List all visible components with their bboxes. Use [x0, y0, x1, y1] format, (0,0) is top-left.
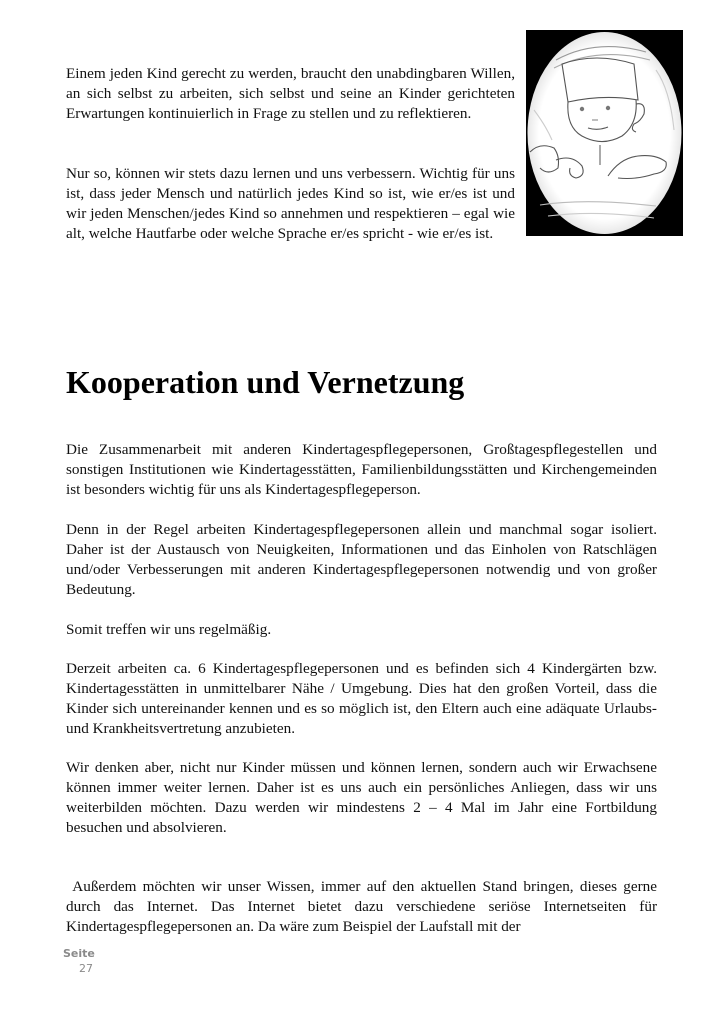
section-paragraph-6: Außerdem möchten wir unser Wissen, immer auf den aktuellen Stand bringen, dieses gerne durch das Internet. Das Internet bietet dazu verschiedene seriöse Internetseiten für Kindertagespflegepersonen an. Da wäre zum Beispiel der Laufstall mit der [66, 878, 661, 935]
section-paragraph-5: Wir denken aber, nicht nur Kinder müssen und können lernen, sondern auch wir Erwachsene können immer weiter lernen. Daher ist es uns auch ein persönliches Anliegen, dass wir uns weiterbilden möchten. Dazu werden wir mindestens 2 – 4 Mal im Jahr eine Fortbildung besuchen und absolvieren. [66, 759, 657, 836]
page-label: Seite [63, 947, 95, 960]
intro-paragraph-1: Einem jeden Kind gerecht zu werden, braucht den unabdingbaren Willen, an sich selbst zu arbeiten, sich selbst und seine an Kinder gerichteten Erwartungen kontinuierlich in Frage zu stellen und zu reflektieren. [66, 65, 515, 122]
section-paragraph-1: Die Zusammenarbeit mit anderen Kindertagespflegepersonen, Großtagespflegestellen und sonstigen Institutionen wie Kindertagesstätten, Familienbildungsstätten und Kirchengemeinden ist besonders wichtig für uns als Kindertagespflegeperson. [66, 441, 657, 498]
child-portrait-icon [526, 30, 683, 236]
section-paragraph-3: Somit treffen wir uns regelmäßig. [66, 621, 272, 638]
intro-paragraph-2: Nur so, können wir stets dazu lernen und uns verbessern. Wichtig für uns ist, dass jeder Mensch und natürlich jedes Kind so ist, wie er/es ist und wir jeden Menschen/jedes Kind so annehmen und respektieren – egal wie alt, welche Hautfarbe oder welche Sprache er/es spricht - wie er/es ist. [66, 165, 515, 242]
section-paragraph-2: Denn in der Regel arbeiten Kindertagespflegepersonen allein und manchmal sogar isoliert. Daher ist der Austausch von Neuigkeiten, Informationen und das Einholen von Ratschlägen und/oder Verbesserungen mit anderen Kindertagespflegepersonen notwendig und von großer Bedeutung. [66, 521, 657, 598]
section-paragraph-4: Derzeit arbeiten ca. 6 Kindertagespflegepersonen und es befinden sich 4 Kindergärten bzw. Kindertagesstätten in unmittelbarer Nähe / Umgebung. Dies hat den großen Vorteil, dass die Kinder sich untereinander kennen und es so möglich ist, den Eltern auch eine adäquate Urlaubs- und Krankheitsvertretung anzubieten. [66, 660, 657, 737]
page-number: 27 [79, 962, 93, 975]
section-heading: Kooperation und Vernetzung [66, 364, 465, 400]
child-portrait-image [526, 30, 683, 236]
